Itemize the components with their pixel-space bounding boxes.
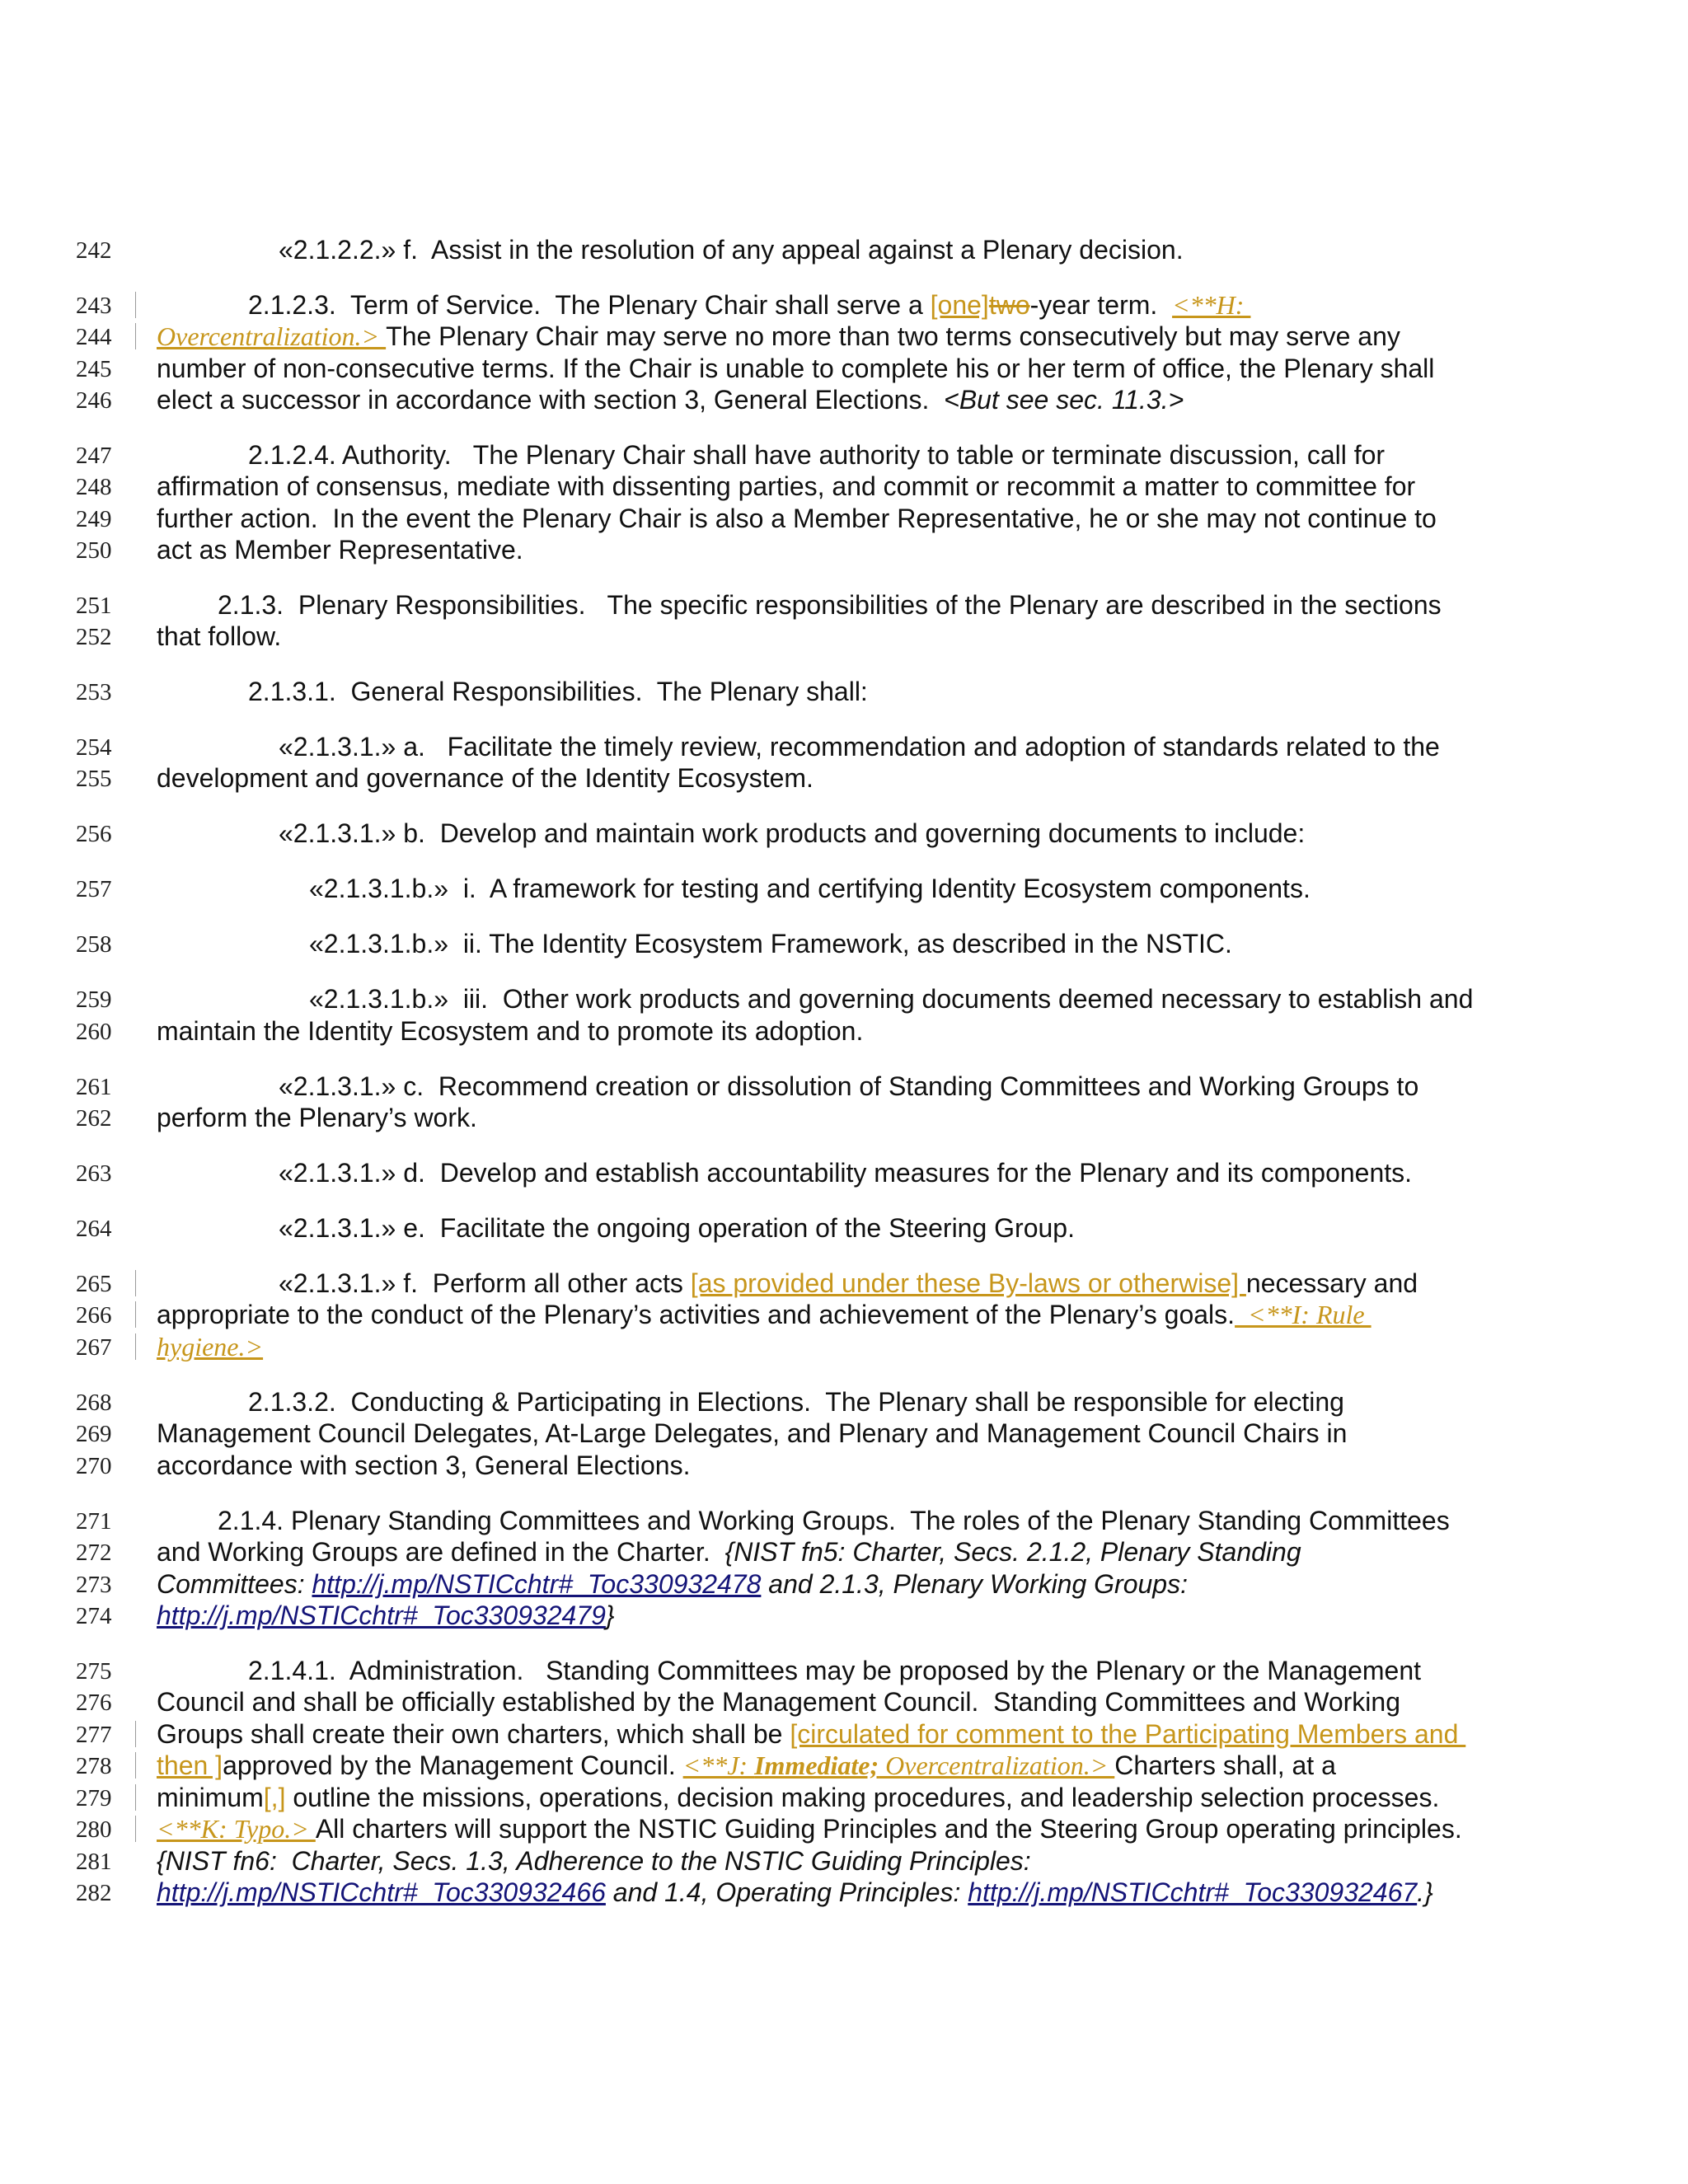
line-number: 276 xyxy=(76,1690,112,1716)
line-text xyxy=(279,1212,1075,1244)
document-line xyxy=(0,982,1688,1015)
footnote-text: .} xyxy=(1417,1877,1433,1907)
review-comment: <**I: Rule xyxy=(1235,1300,1372,1329)
body-text: Management Council Delegates, At-Large Delegates, and Plenary and Management Council Chairs in xyxy=(157,1418,1348,1448)
review-comment: <**K: Typo.> xyxy=(157,1814,316,1844)
document-line xyxy=(0,1015,1688,1047)
line-number: 269 xyxy=(76,1421,112,1447)
line-text xyxy=(157,320,1400,353)
body-text: appropriate to the conduct of the Plenary’s activities and achievement of the Plenary’s goals. xyxy=(157,1300,1236,1329)
document-line xyxy=(0,675,1688,708)
line-text xyxy=(157,1015,863,1047)
line-text xyxy=(157,1718,1465,1750)
line-number: 271 xyxy=(76,1508,112,1535)
document-line xyxy=(0,1385,1688,1418)
line-text xyxy=(157,620,281,653)
document-line xyxy=(0,730,1688,763)
body-text: number of non-consecutive terms. If the Chair is unable to complete his or her term of office, the Plenary shall xyxy=(157,354,1435,383)
review-comment-emphasis: Immediate; xyxy=(754,1750,879,1780)
change-bar xyxy=(135,1784,136,1811)
document-line xyxy=(0,872,1688,905)
document-line xyxy=(0,1812,1688,1845)
line-text xyxy=(309,872,1311,905)
body-text: The Plenary Chair may serve no more than two terms consecutively but may serve any xyxy=(386,321,1400,351)
footnote-text: <But see sec. 11.3.> xyxy=(944,385,1184,415)
document-line xyxy=(0,1504,1688,1537)
line-number: 267 xyxy=(76,1334,112,1361)
document-line xyxy=(0,438,1688,471)
change-bar xyxy=(135,1333,136,1360)
body-text: approved by the Management Council. xyxy=(223,1750,683,1780)
line-number: 280 xyxy=(76,1816,112,1843)
line-text xyxy=(279,233,1184,266)
line-text xyxy=(157,470,1415,503)
document-line xyxy=(0,1417,1688,1450)
document-line xyxy=(0,470,1688,503)
document-line xyxy=(0,383,1688,416)
line-number: 263 xyxy=(76,1160,112,1187)
body-text: affirmation of consensus, mediate with dissenting parties, and commit or recommit a matter to committee for xyxy=(157,471,1416,501)
document-line xyxy=(0,1156,1688,1189)
body-text: 2.1.2.3. Term of Service. The Plenary Chair shall serve a xyxy=(248,290,931,320)
line-number: 245 xyxy=(76,356,112,382)
line-number: 253 xyxy=(76,679,112,705)
document-line xyxy=(0,1330,1688,1363)
body-text: «2.1.3.1.» b. Develop and maintain work products and governing documents to include: xyxy=(279,818,1306,848)
line-text xyxy=(157,1568,1188,1601)
body-text: outline the missions, operations, decision making procedures, and leadership selection processes. xyxy=(285,1783,1440,1812)
line-text xyxy=(157,1298,1372,1331)
inserted-text: [as provided under these By-laws or otherwise] xyxy=(690,1268,1246,1298)
line-number: 256 xyxy=(76,821,112,847)
line-text xyxy=(157,502,1437,535)
line-text xyxy=(157,352,1434,385)
body-text: act as Member Representative. xyxy=(157,535,523,565)
line-text xyxy=(218,1504,1450,1537)
footnote-link[interactable]: http://j.mp/NSTICchtr#_Toc330932466 xyxy=(157,1877,606,1907)
footnote-text: Committees: xyxy=(157,1569,312,1599)
line-text xyxy=(248,675,868,708)
line-number: 266 xyxy=(76,1302,112,1329)
document-line xyxy=(0,817,1688,850)
change-bar xyxy=(135,323,136,349)
line-number: 244 xyxy=(76,324,112,350)
body-text: 2.1.3.1. General Responsibilities. The Plenary shall: xyxy=(248,677,868,706)
review-comment: hygiene.> xyxy=(157,1332,264,1361)
line-number: 265 xyxy=(76,1271,112,1297)
footnote-text: } xyxy=(605,1601,615,1630)
document-line xyxy=(0,1212,1688,1244)
line-text xyxy=(279,730,1440,763)
review-comment: Overcentralization.> xyxy=(879,1750,1115,1780)
document-line xyxy=(0,233,1688,266)
line-text xyxy=(157,533,523,566)
body-text: «2.1.3.1.» e. Facilitate the ongoing operation of the Steering Group. xyxy=(279,1213,1075,1243)
document-line xyxy=(0,1685,1688,1718)
line-number: 279 xyxy=(76,1785,112,1811)
document-line xyxy=(0,1267,1688,1300)
document-line xyxy=(0,502,1688,535)
document-line xyxy=(0,1844,1688,1877)
line-text xyxy=(157,1749,1336,1782)
line-number: 264 xyxy=(76,1216,112,1242)
body-text: 2.1.3.2. Conducting & Participating in Elections. The Plenary shall be responsible for electing xyxy=(248,1387,1344,1417)
document-line xyxy=(0,1876,1688,1909)
line-text xyxy=(248,1385,1344,1418)
line-number: 246 xyxy=(76,387,112,414)
document-line xyxy=(0,762,1688,794)
body-text: development and governance of the Identity Ecosystem. xyxy=(157,763,814,793)
line-number: 282 xyxy=(76,1880,112,1906)
review-comment: <**H: xyxy=(1172,290,1251,320)
document-line xyxy=(0,352,1688,385)
line-text xyxy=(279,817,1305,850)
body-text: necessary and xyxy=(1245,1268,1418,1298)
document-line xyxy=(0,927,1688,960)
line-text xyxy=(157,1844,1031,1877)
line-text xyxy=(309,927,1232,960)
line-text xyxy=(157,762,814,794)
line-text xyxy=(157,383,1184,416)
change-bar xyxy=(135,1721,136,1747)
document-line xyxy=(0,1718,1688,1750)
footnote-text: and 1.4, Operating Principles: xyxy=(605,1877,968,1907)
line-number: 250 xyxy=(76,537,112,564)
body-text: «2.1.2.2.» f. Assist in the resolution of any appeal against a Plenary decision. xyxy=(279,235,1184,265)
body-text: Council and shall be officially established by the Management Council. Standing Committees and Working xyxy=(157,1687,1400,1717)
line-text xyxy=(157,1535,1301,1568)
line-text xyxy=(157,1330,263,1363)
change-bar xyxy=(135,292,136,318)
line-number: 258 xyxy=(76,931,112,958)
line-text xyxy=(309,982,1473,1015)
body-text: Charters shall, at a xyxy=(1114,1750,1336,1780)
body-text: «2.1.3.1.» a. Facilitate the timely review, recommendation and adoption of standards related to the xyxy=(279,732,1440,762)
line-number: 273 xyxy=(76,1572,112,1598)
document-line xyxy=(0,1449,1688,1482)
line-number: 261 xyxy=(76,1074,112,1100)
line-number: 262 xyxy=(76,1105,112,1132)
body-text: that follow. xyxy=(157,621,282,651)
body-text: All charters will support the NSTIC Guiding Principles and the Steering Group operating principles. xyxy=(315,1814,1462,1844)
line-text xyxy=(157,1449,690,1482)
line-number: 251 xyxy=(76,593,112,619)
line-text xyxy=(218,588,1442,621)
line-text xyxy=(157,1599,615,1632)
line-number: 252 xyxy=(76,624,112,650)
footnote-link[interactable]: http://j.mp/NSTICchtr#_Toc330932479 xyxy=(157,1601,606,1630)
line-text xyxy=(248,288,1250,321)
document-line xyxy=(0,1654,1688,1687)
body-text: perform the Plenary’s work. xyxy=(157,1103,477,1132)
line-text xyxy=(248,1654,1421,1687)
body-text: «2.1.3.1.» c. Recommend creation or dissolution of Standing Committees and Working Groups to xyxy=(279,1071,1419,1101)
line-number: 270 xyxy=(76,1453,112,1479)
line-number: 255 xyxy=(76,766,112,792)
footnote-text: {NIST fn6: Charter, Secs. 1.3, Adherence to the NSTIC Guiding Principles: xyxy=(157,1846,1031,1876)
line-number: 242 xyxy=(76,237,112,264)
change-bar xyxy=(135,1301,136,1328)
document-line xyxy=(0,1298,1688,1331)
footnote-text: and 2.1.3, Plenary Working Groups: xyxy=(761,1569,1188,1599)
body-text: accordance with section 3, General Elections. xyxy=(157,1451,691,1480)
line-text xyxy=(279,1070,1418,1103)
body-text: «2.1.3.1.b.» ii. The Identity Ecosystem Framework, as described in the NSTIC. xyxy=(309,929,1232,958)
body-text: Groups shall create their own charters, which shall be xyxy=(157,1719,790,1749)
body-text: further action. In the event the Plenary Chair is also a Member Representative, he or she may not continue to xyxy=(157,504,1437,533)
line-number: 274 xyxy=(76,1603,112,1629)
line-number: 259 xyxy=(76,987,112,1013)
change-bar xyxy=(135,1270,136,1296)
line-number: 278 xyxy=(76,1753,112,1779)
footnote-text: {NIST fn5: Charter, Secs. 2.1.2, Plenary Standing xyxy=(724,1537,1301,1567)
line-text xyxy=(157,1876,1433,1909)
line-number: 281 xyxy=(76,1849,112,1875)
line-number: 257 xyxy=(76,876,112,902)
body-text: «2.1.3.1.b.» iii. Other work products and governing documents deemed necessary to establish and xyxy=(309,984,1474,1014)
document-line xyxy=(0,1749,1688,1782)
document-line xyxy=(0,620,1688,653)
document-line xyxy=(0,1070,1688,1103)
line-text xyxy=(157,1685,1400,1718)
line-number: 247 xyxy=(76,443,112,469)
document-line xyxy=(0,1101,1688,1134)
footnote-link[interactable]: http://j.mp/NSTICchtr#_Toc330932478 xyxy=(312,1569,762,1599)
line-text xyxy=(157,1781,1439,1814)
body-text: 2.1.2.4. Authority. The Plenary Chair shall have authority to table or terminate discussion, call for xyxy=(248,440,1386,470)
line-text xyxy=(157,1101,477,1134)
document-line xyxy=(0,1781,1688,1814)
body-text: 2.1.3. Plenary Responsibilities. The specific responsibilities of the Plenary are described in the sections xyxy=(218,590,1442,620)
inserted-text: [,] xyxy=(263,1783,286,1812)
document-line xyxy=(0,288,1688,321)
document-line xyxy=(0,588,1688,621)
line-text xyxy=(248,438,1385,471)
line-text xyxy=(157,1417,1347,1450)
line-number: 243 xyxy=(76,293,112,319)
line-number: 249 xyxy=(76,506,112,532)
inserted-text: then ] xyxy=(157,1750,223,1780)
line-number: 272 xyxy=(76,1540,112,1566)
inserted-text: [one] xyxy=(930,290,989,320)
document-line xyxy=(0,533,1688,566)
body-text: 2.1.4. Plenary Standing Committees and Working Groups. The roles of the Plenary Standing Committees xyxy=(218,1506,1450,1535)
body-text: maintain the Identity Ecosystem and to promote its adoption. xyxy=(157,1016,864,1046)
document-line xyxy=(0,1535,1688,1568)
deleted-text: two xyxy=(988,290,1030,320)
line-number: 268 xyxy=(76,1390,112,1416)
line-number: 277 xyxy=(76,1722,112,1748)
body-text: elect a successor in accordance with section 3, General Elections. xyxy=(157,385,945,415)
line-number: 260 xyxy=(76,1019,112,1045)
document-line xyxy=(0,1599,1688,1632)
line-text xyxy=(279,1267,1418,1300)
line-number: 248 xyxy=(76,474,112,500)
review-comment: Overcentralization.> xyxy=(157,321,387,351)
line-text xyxy=(157,1812,1462,1845)
change-bar xyxy=(135,1816,136,1842)
change-bar xyxy=(135,1752,136,1779)
body-text: «2.1.3.1.» d. Develop and establish accountability measures for the Plenary and its components. xyxy=(279,1158,1413,1188)
review-comment: <**J: xyxy=(682,1750,755,1780)
footnote-link[interactable]: http://j.mp/NSTICchtr#_Toc330932467 xyxy=(968,1877,1418,1907)
body-text: «2.1.3.1.» f. Perform all other acts xyxy=(279,1268,691,1298)
body-text: and Working Groups are defined in the Charter. xyxy=(157,1537,725,1567)
line-number: 275 xyxy=(76,1658,112,1685)
body-text: -year term. xyxy=(1029,290,1173,320)
body-text: 2.1.4.1. Administration. Standing Committees may be proposed by the Plenary or the Management xyxy=(248,1656,1421,1685)
document-line xyxy=(0,1568,1688,1601)
line-text xyxy=(279,1156,1412,1189)
body-text: «2.1.3.1.b.» i. A framework for testing and certifying Identity Ecosystem components. xyxy=(309,874,1311,903)
line-number: 254 xyxy=(76,734,112,761)
inserted-text: [circulated for comment to the Participating Members and xyxy=(790,1719,1466,1749)
body-text: minimum xyxy=(157,1783,264,1812)
document-line xyxy=(0,320,1688,353)
